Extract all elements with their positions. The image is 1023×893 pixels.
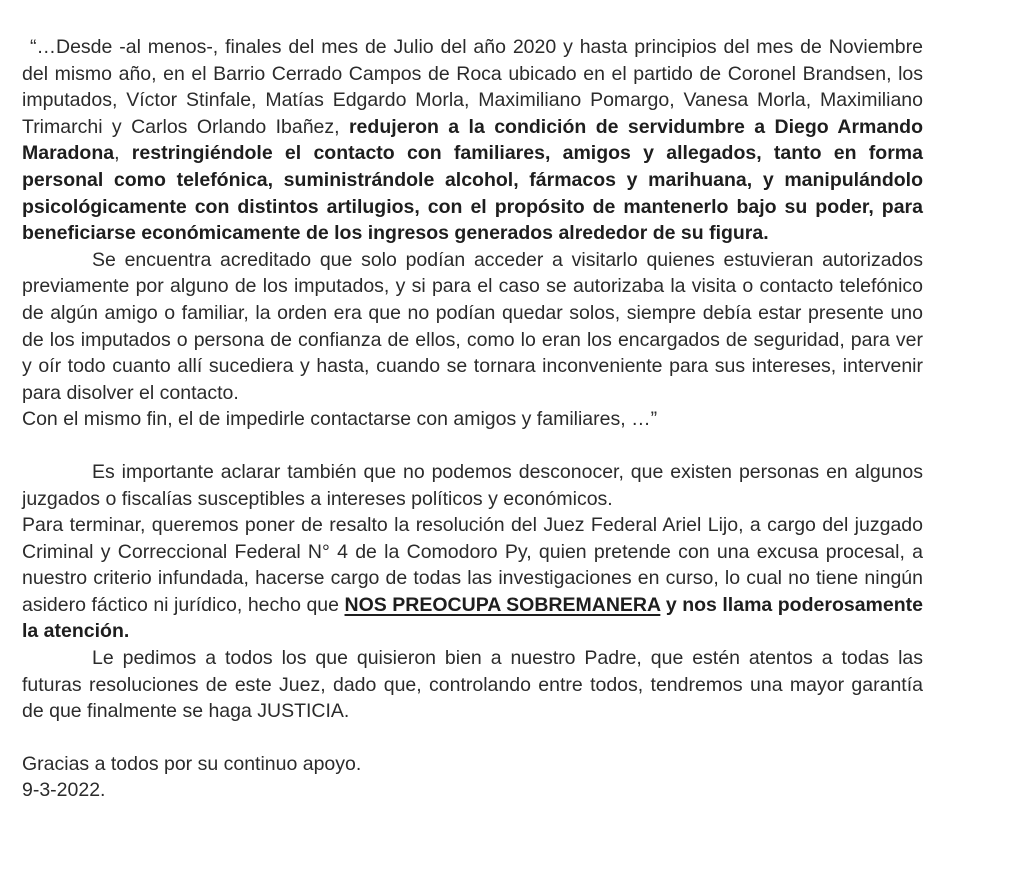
quote-paragraph-3: Con el mismo fin, el de impedirle contactarse con amigos y familiares, …” [22, 408, 658, 431]
date-line: 9-3-2022. [22, 779, 106, 802]
paragraph-request: Le pedimos a todos los que quisieron bien a nuestro Padre, que estén atentos a todas las futuras resoluciones de este Juez, dado que, controlando entre todos, tendremos una mayor garantía de que finalmente se haga JUSTICIA. [22, 647, 923, 723]
quote-paragraph-2: Se encuentra acreditado que solo podían acceder a visitarlo quienes estuvieran autorizados previamente por alguno de los imputados, y si para el caso se autorizaba la visita o contacto telefónico de algún amigo o familiar, la orden era que no podían quedar solos, siempre debía estar presente uno de los imputados o persona de confianza de ellos, como lo eran los encargados de seguridad, para ver y oír todo cuanto allí sucediera y hasta, cuando se tornara inconveniente para sus intereses, intervenir para disolver el contacto. [22, 248, 923, 404]
attention-emphasis: y nos llama poderosamente la atención. [22, 593, 923, 643]
spacer [22, 433, 923, 459]
quote-p1-bold-2: restringiéndole el contacto con familiares, amigos y allegados, tanto en forma personal como telefónica, suministrándole alcohol, fármacos y marihuana, y manipulándolo psicológicamente con distintos artilugios, con el propósito de mantenerlo bajo su poder, para beneficiarse económicamente de los ingresos generados alrededor de su figura. [22, 142, 923, 245]
quote-p1-bold: redujeron a la condición de servidumbre a Diego Armando Maradona [22, 115, 923, 165]
quote-p1-sep: , [114, 142, 132, 165]
quote-p1-intro: “…Desde -al menos-, finales del mes de Julio del año 2020 y hasta principios del mes de Noviembre del mismo año, en el Barrio Cerrado Campos de Roca ubicado en el partido de Coronel Brandsen, los imputados, Víctor Stinfale, Matías Edgardo Morla, Maximiliano Pomargo, Vanesa Morla, Maximiliano Trimarchi y Carlos Orlando Ibañez, [22, 36, 923, 138]
resolution-text: Para terminar, queremos poner de resalto la resolución del Juez Federal Ariel Lijo, a cargo del juzgado Criminal y Correccional Federal N° 4 de la Comodoro Py, quien pretende con una excusa procesal, a nuestro criterio infundada, hacerse cargo de todas las investigaciones en curso, lo cual no tiene ningún asidero fáctico ni jurídico, hecho que [22, 514, 923, 616]
concern-emphasis: NOS PREOCUPA SOBREMANERA [344, 593, 661, 616]
closing-line: Gracias a todos por su continuo apoyo. [22, 752, 362, 775]
paragraph-judges: Es importante aclarar también que no podemos desconocer, que existen personas en algunos juzgados o fiscalías susceptibles a intereses políticos y económicos. [22, 460, 923, 510]
paragraph-resolution [22, 512, 923, 645]
quote-paragraph-1 [22, 34, 923, 247]
spacer [22, 725, 923, 751]
